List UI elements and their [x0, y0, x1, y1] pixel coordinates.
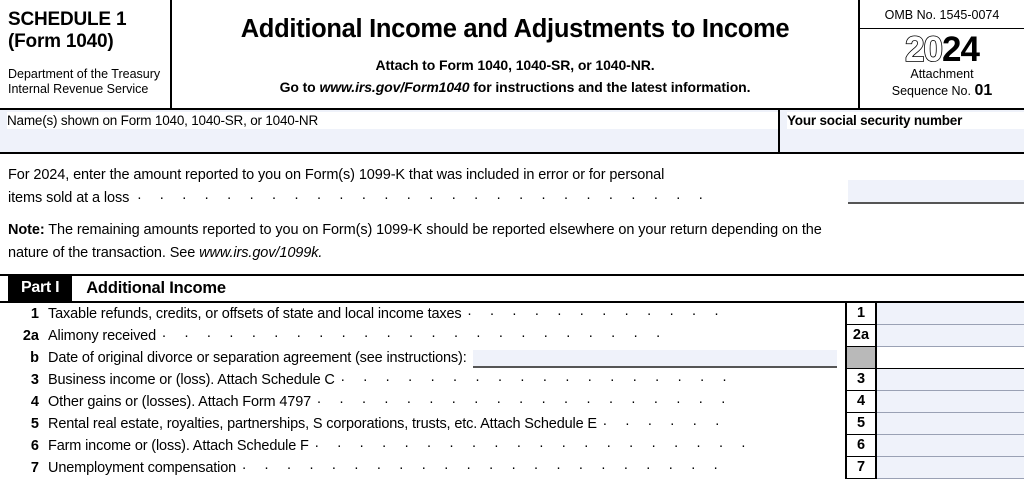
dot-leader: . . . . . . . . . . . . . . . . . . . .: [314, 434, 753, 451]
line-description-label: Farm income or (loss). Attach Schedule F: [48, 437, 309, 454]
line-amount-field: [877, 347, 1024, 369]
name-field-cell[interactable]: [0, 110, 780, 152]
line-amount-field[interactable]: [877, 325, 1024, 347]
line-number-label: b: [30, 349, 39, 366]
line-description: [48, 435, 845, 457]
form-1099k-paragraph-line1: For 2024, enter the amount reported to you on Form(s) 1099-K that was included in error or for personal: [8, 167, 665, 183]
line-description: [48, 303, 845, 325]
line-number-box: 6: [845, 435, 877, 457]
line-description-label: Unemployment compensation: [48, 459, 237, 476]
dot-leader: . . . . . . . . . . . . . . . . . . . . . .: [242, 456, 725, 473]
tax-year: [860, 29, 1024, 67]
form-1099k-amount-field[interactable]: [848, 180, 1024, 204]
line-number-label: 1: [30, 305, 39, 322]
identity-row: [0, 110, 1024, 154]
header-left-block: [0, 0, 172, 108]
goto-url[interactable]: www.irs.gov/Form1040: [319, 78, 470, 95]
ssn-field-cell[interactable]: [780, 110, 1024, 152]
line-amount-field[interactable]: [877, 369, 1024, 391]
line-number-label: 7: [30, 459, 39, 476]
attachment-sequence: [860, 67, 1024, 102]
form-1099k-note: [0, 211, 1024, 274]
dot-leader: . . . . . . . . . . . . . . . . . . . . . . .: [162, 324, 668, 341]
ssn-field-label: Your social security number: [787, 112, 1024, 129]
dot-leader: . . . . . .: [602, 412, 727, 429]
line-number-box: 2a: [845, 325, 877, 347]
line-item-row: [0, 325, 1024, 347]
attach-instruction: Attach to Form 1040, 1040-SR, or 1040-NR.: [375, 56, 655, 73]
dot-leader: . . . . . . . . . . . . . . . . . . . . . . . . . .: [137, 187, 710, 204]
attachment-label: Attachment: [910, 67, 974, 82]
line-number-box: 4: [845, 391, 877, 413]
name-field-label: Name(s) shown on Form 1040, 1040-SR, or 1040-NR: [7, 112, 778, 129]
line-item-row: [0, 413, 1024, 435]
attachment-sequence-line: [860, 82, 1024, 100]
dot-leader: . . . . . . . . . . . .: [467, 302, 726, 319]
line-description: [48, 457, 845, 479]
tax-year-century: 20: [905, 30, 942, 69]
dot-leader: . . . . . . . . . . . . . . . . . . .: [317, 390, 733, 407]
department-block: [8, 67, 160, 98]
line-number-box: 3: [845, 369, 877, 391]
line-amount-field[interactable]: [877, 303, 1024, 325]
line-number-box: 5: [845, 413, 877, 435]
tax-year-digits: 24: [942, 30, 979, 69]
part1-title: Additional Income: [86, 278, 226, 297]
line-number-label: 5: [30, 415, 39, 432]
line-item-row: [0, 369, 1024, 391]
header-right-block: [860, 0, 1024, 108]
note-bold-label: Note:: [8, 221, 45, 238]
goto-prefix: Go to: [279, 78, 320, 95]
line-description-label: Date of original divorce or separation agreement (see instructions):: [48, 349, 467, 366]
form-header: [0, 0, 1024, 110]
attachment-sequence-label: Sequence No.: [891, 83, 975, 98]
line-number-box-disabled: [845, 347, 877, 369]
line-number-label: 6: [30, 437, 39, 454]
omb-number: OMB No. 1545-0074: [860, 0, 1024, 29]
line-amount-field[interactable]: [877, 457, 1024, 479]
department-line2: Internal Revenue Service: [8, 82, 149, 97]
form-title: Additional Income and Adjustments to Income: [240, 15, 790, 43]
line-item-row: [0, 347, 1024, 369]
line-description-label: Rental real estate, royalties, partnerships, S corporations, trusts, etc. Attach Schedule E: [48, 415, 597, 432]
note-text-line1: The remaining amounts reported to you on Form(s) 1099-K should be reported elsewhere on your return depending on the: [44, 221, 822, 238]
line-amount-field[interactable]: [877, 391, 1024, 413]
part1-header-bar: [0, 276, 1024, 303]
dot-leader: . . . . . . . . . . . . . . . . . .: [340, 368, 734, 385]
line-number-label: 3: [30, 371, 39, 388]
line-item-row: [0, 457, 1024, 479]
line-number-box: 1: [845, 303, 877, 325]
attachment-sequence-number: 01: [974, 81, 993, 99]
line-item-row: [0, 391, 1024, 413]
schedule-title: [8, 9, 164, 54]
line-number-label: 2a: [22, 327, 39, 344]
line-item-row: [0, 303, 1024, 325]
form-1099k-paragraph-line2: [0, 187, 852, 210]
line-item-row: [0, 435, 1024, 457]
schedule-title-line2: (Form 1040): [8, 31, 114, 53]
part1-tag: Part I: [8, 276, 72, 301]
form-1099k-block: [0, 154, 1024, 276]
line-description: [48, 325, 845, 347]
divorce-date-field[interactable]: [473, 350, 837, 368]
line-items-container: [0, 303, 1024, 479]
note-text-line2: nature of the transaction. See: [8, 245, 200, 262]
note-url[interactable]: www.irs.gov/1099k.: [199, 245, 323, 262]
line-description-label: Other gains or (losses). Attach Form 4797: [48, 393, 312, 410]
goto-instruction: [172, 79, 858, 95]
line-description-label: Taxable refunds, credits, or offsets of state and local income taxes: [48, 305, 462, 322]
line-description: [48, 413, 845, 435]
header-center-block: [172, 0, 860, 108]
line-description-label: Alimony received: [48, 327, 157, 344]
department-line1: Department of the Treasury: [8, 66, 161, 81]
line-number-label: 4: [30, 393, 39, 410]
line-description: [48, 369, 845, 391]
line-amount-field[interactable]: [877, 435, 1024, 457]
goto-suffix: for instructions and the latest information.: [469, 78, 751, 95]
line-number-box: 7: [845, 457, 877, 479]
schedule-title-line1: SCHEDULE 1: [8, 9, 127, 30]
line-description: [48, 347, 845, 369]
line-amount-field[interactable]: [877, 413, 1024, 435]
line-description: [48, 391, 845, 413]
form-1099k-paragraph-line2-text: items sold at a loss: [8, 190, 130, 207]
line-description-label: Business income or (loss). Attach Schedule C: [48, 371, 335, 388]
